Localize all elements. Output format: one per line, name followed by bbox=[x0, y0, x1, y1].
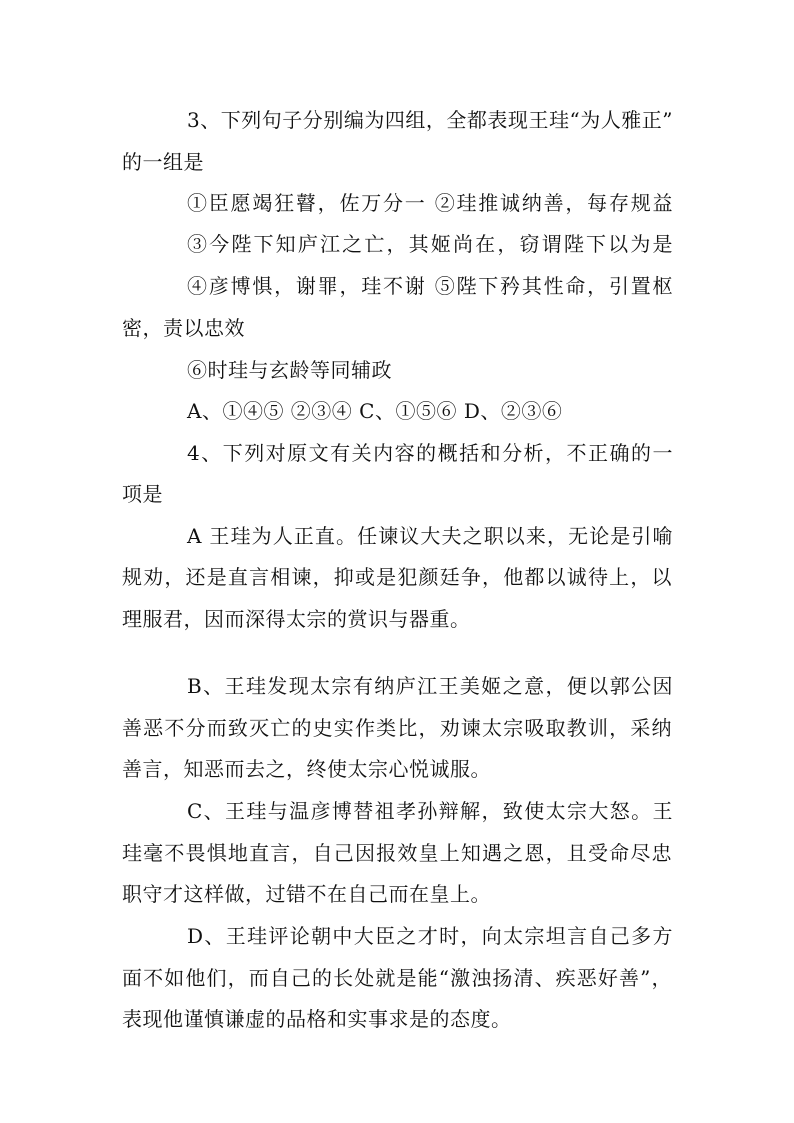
question-3-stem-line-2: 的一组是 bbox=[122, 150, 204, 174]
choice-a-line-3: 理服君，因而深得太宗的赏识与器重。 bbox=[122, 607, 471, 631]
question-3-answer-choices: A、①④⑤ ②③④ C、①⑤⑥ D、②③⑥ bbox=[187, 399, 563, 423]
question-3-option-6: ⑥时珪与玄龄等同辅政 bbox=[187, 358, 392, 382]
question-3-option-3: ③今陛下知庐江之亡，其姬尚在，窃谓陛下以为是 bbox=[187, 232, 673, 256]
question-4-stem-line-2: 项是 bbox=[122, 482, 163, 506]
question-3-options-4-5: ④彦博惧，谢罪，珪不谢 ⑤陛下矜其性命，引置枢 bbox=[187, 274, 673, 298]
question-3-stem-line-1: 3、下列句子分别编为四组，全都表现王珪“为人雅正” bbox=[187, 108, 673, 132]
choice-d-line-1: D、王珪评论朝中大臣之才时，向太宗坦言自己多方 bbox=[187, 924, 673, 948]
question-3-option-5-cont: 密，责以忠效 bbox=[122, 316, 245, 340]
question-3-options-1-2: ①臣愿竭狂瞽，佐万分一 ②珪推诚纳善，每存规益 bbox=[187, 191, 673, 215]
choice-c-line-3: 职守才这样做，过错不在自己而在皇上。 bbox=[122, 882, 491, 906]
choice-d-line-2: 面不如他们，而自己的长处就是能“激浊扬清、疾恶好善”， bbox=[122, 966, 672, 990]
choice-b-line-2: 善恶不分而致灭亡的史实作类比，劝谏太宗吸取教训，采纳 bbox=[122, 716, 672, 740]
question-4-stem-line-1: 4、下列对原文有关内容的概括和分析，不正确的一 bbox=[187, 441, 673, 465]
choice-a-line-2: 规劝，还是直言相谏，抑或是犯颜廷争，他都以诚待上，以 bbox=[122, 565, 672, 589]
choice-d-line-3: 表现他谨慎谦虚的品格和实事求是的态度。 bbox=[122, 1007, 512, 1031]
choice-b-line-3: 善言，知恶而去之，终使太宗心悦诚服。 bbox=[122, 757, 491, 781]
choice-a-line-1: A 王珪为人正直。任谏议大夫之职以来，无论是引喻 bbox=[187, 524, 673, 548]
choice-c-line-2: 珪毫不畏惧地直言，自己因报效皇上知遇之恩，且受命尽忠 bbox=[122, 841, 672, 865]
choice-c-line-1: C、王珪与温彦博替祖孝孙辩解，致使太宗大怒。王 bbox=[187, 799, 673, 823]
choice-b-line-1: B、王珪发现太宗有纳庐江王美姬之意，便以郭公因 bbox=[187, 674, 673, 698]
